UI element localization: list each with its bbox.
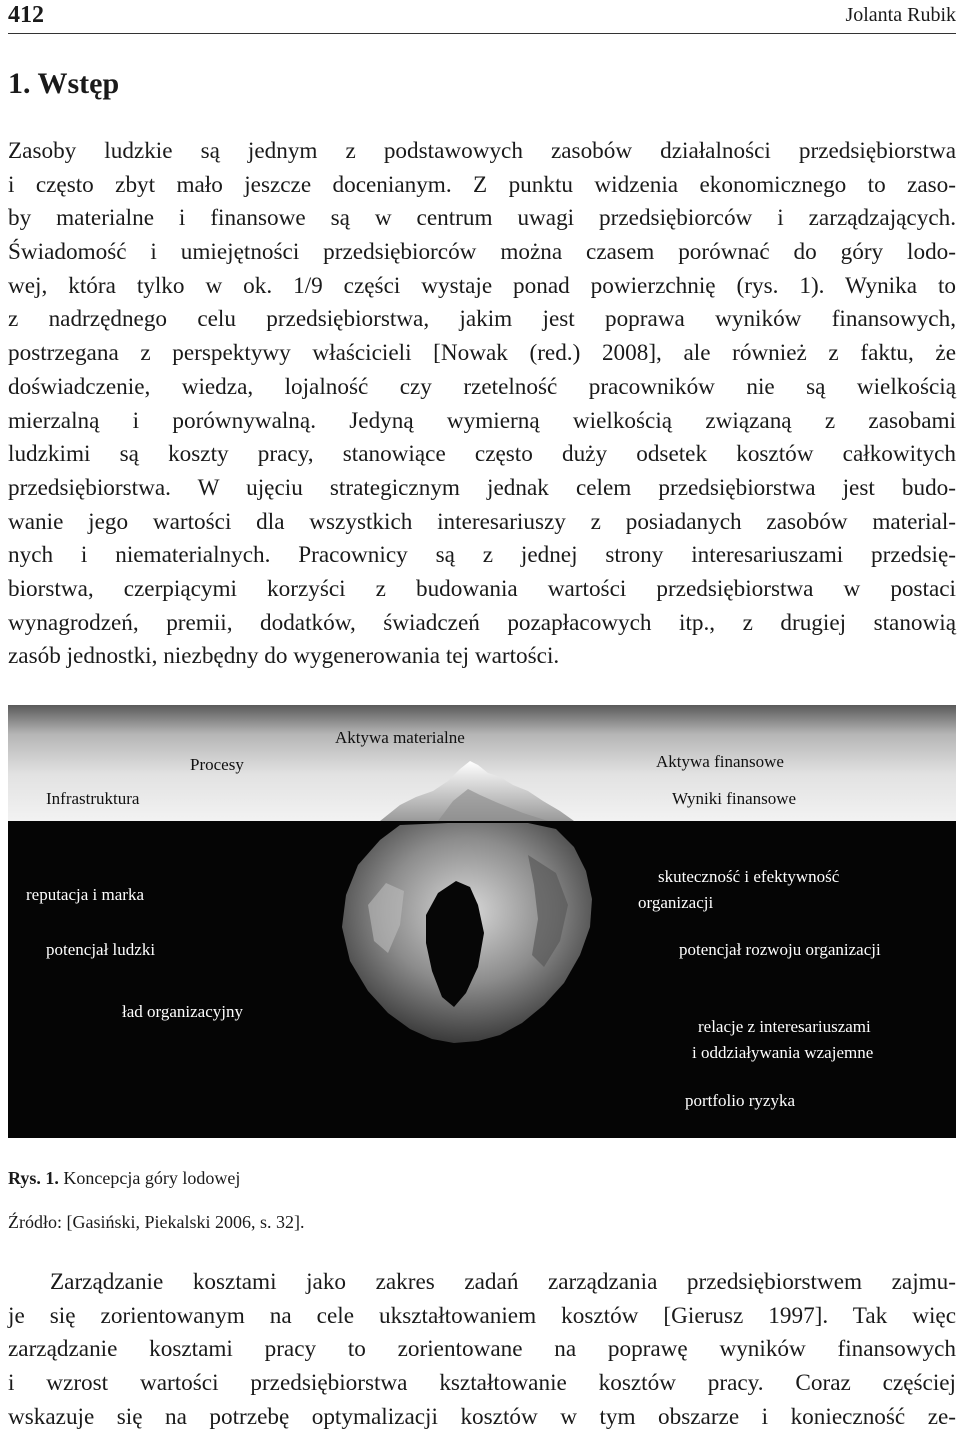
caption-label: Rys. 1. xyxy=(8,1168,59,1188)
label-infrastructure: Infrastruktura xyxy=(46,789,140,808)
page-header xyxy=(8,0,956,30)
text-line: postrzegana z perspektywy właścicieli [Nowak (red.) 2008], ale również z faktu, że xyxy=(8,340,956,367)
label-processes: Procesy xyxy=(190,755,244,774)
text-line: wynagrodzeń, premii, dodatków, świadczeń pozapłacowych itp., z drugiej stanowią xyxy=(8,609,956,636)
label-financial-results: Wyniki finansowe xyxy=(672,789,797,808)
header-rule xyxy=(8,33,956,34)
text-line: Świadomość i umiejętności przedsiębiorców można czasem porównać do góry lodo- xyxy=(8,239,956,266)
label-human-potential: potencjał ludzki xyxy=(46,940,156,959)
label-relations-1: relacje z interesariuszami xyxy=(698,1017,871,1036)
text-line: zarządzanie kosztami pracy to zorientowane na poprawę wyników finansowych xyxy=(8,1336,956,1363)
iceberg-figure xyxy=(8,705,956,1138)
text-line: Zasoby ludzkie są jednym z podstawowych zasobów działalności przedsiębiorstwa xyxy=(8,138,956,164)
text-line: i często zbyt mało jeszcze docenianym. Z punktu widzenia ekonomicznego to zaso- xyxy=(8,171,956,198)
paragraph-costs xyxy=(8,1266,956,1434)
iceberg-illustration xyxy=(8,705,956,1138)
text-line: i wzrost wartości przedsiębiorstwa kształtowanie kosztów pracy. Coraz częściej xyxy=(8,1370,956,1397)
running-head: Jolanta Rubik xyxy=(845,4,956,26)
figure-source: Źródło: [Gasiński, Piekalski 2006, s. 32]. xyxy=(8,1212,305,1232)
text-line: mierzalną i porównywalną. Jedyną wymierną wielkością związaną z zasobami xyxy=(8,407,956,434)
text-line: zasób jednostki, niezbędny do wygenerowania tej wartości. xyxy=(8,643,560,670)
text-line: Zarządzanie kosztami jako zakres zadań zarządzania przedsiębiorstwem zajmu- xyxy=(50,1269,956,1295)
text-line: z nadrzędnego celu przedsiębiorstwa, jakim jest poprawa wyników finansowych, xyxy=(8,306,956,333)
text-line: doświadczenie, wiedza, lojalność czy rzetelność pracowników nie są wielkością xyxy=(8,373,956,400)
label-effectiveness-1: skuteczność i efektywność xyxy=(658,867,840,886)
text-line: ludzkimi są koszty pracy, stanowiące często duży odsetek kosztów całkowitych xyxy=(8,441,956,468)
label-risk-portfolio: portfolio ryzyka xyxy=(685,1091,795,1110)
section-heading: 1. Wstęp xyxy=(8,67,120,100)
text-line: wskazuje się na potrzebę optymalizacji kosztów w tym obszarze i konieczność ze- xyxy=(8,1403,956,1430)
text-line: nych i niematerialnych. Pracownicy są z jednej strony interesariuszami przedsię- xyxy=(8,542,956,569)
paragraph-intro xyxy=(8,135,956,674)
page-number: 412 xyxy=(8,2,44,28)
label-assets-material: Aktywa materialne xyxy=(335,728,465,747)
text-line: przedsiębiorstwa. W ujęciu strategicznym jednak celem przedsiębiorstwa jest budo- xyxy=(8,474,956,501)
figure-caption xyxy=(8,1166,240,1190)
text-line: je się zorientowanym na cele ukształtowaniem kosztów [Gierusz 1997]. Tak więc xyxy=(8,1302,956,1329)
caption-text: Koncepcja góry lodowej xyxy=(58,1168,241,1188)
label-effectiveness-2: organizacji xyxy=(638,893,714,912)
label-reputation: reputacja i marka xyxy=(26,885,144,904)
label-relations-2: i oddziaływania wzajemne xyxy=(692,1043,874,1062)
label-assets-financial: Aktywa finansowe xyxy=(656,752,784,771)
label-org-order: ład organizacyjny xyxy=(122,1002,244,1021)
text-line: wej, która tylko w ok. 1/9 części wystaje ponad powierzchnię (rys. 1). Wynika to xyxy=(8,272,956,299)
text-line: biorstwa, czerpiącymi korzyści z budowania wartości przedsiębiorstwa w postaci xyxy=(8,575,956,602)
label-development-potential: potencjał rozwoju organizacji xyxy=(679,940,881,959)
text-line: by materialne i finansowe są w centrum uwagi przedsiębiorców i zarządzających. xyxy=(8,205,956,232)
text-line: wanie jego wartości dla wszystkich interesariuszy z posiadanych zasobów material- xyxy=(8,508,956,535)
